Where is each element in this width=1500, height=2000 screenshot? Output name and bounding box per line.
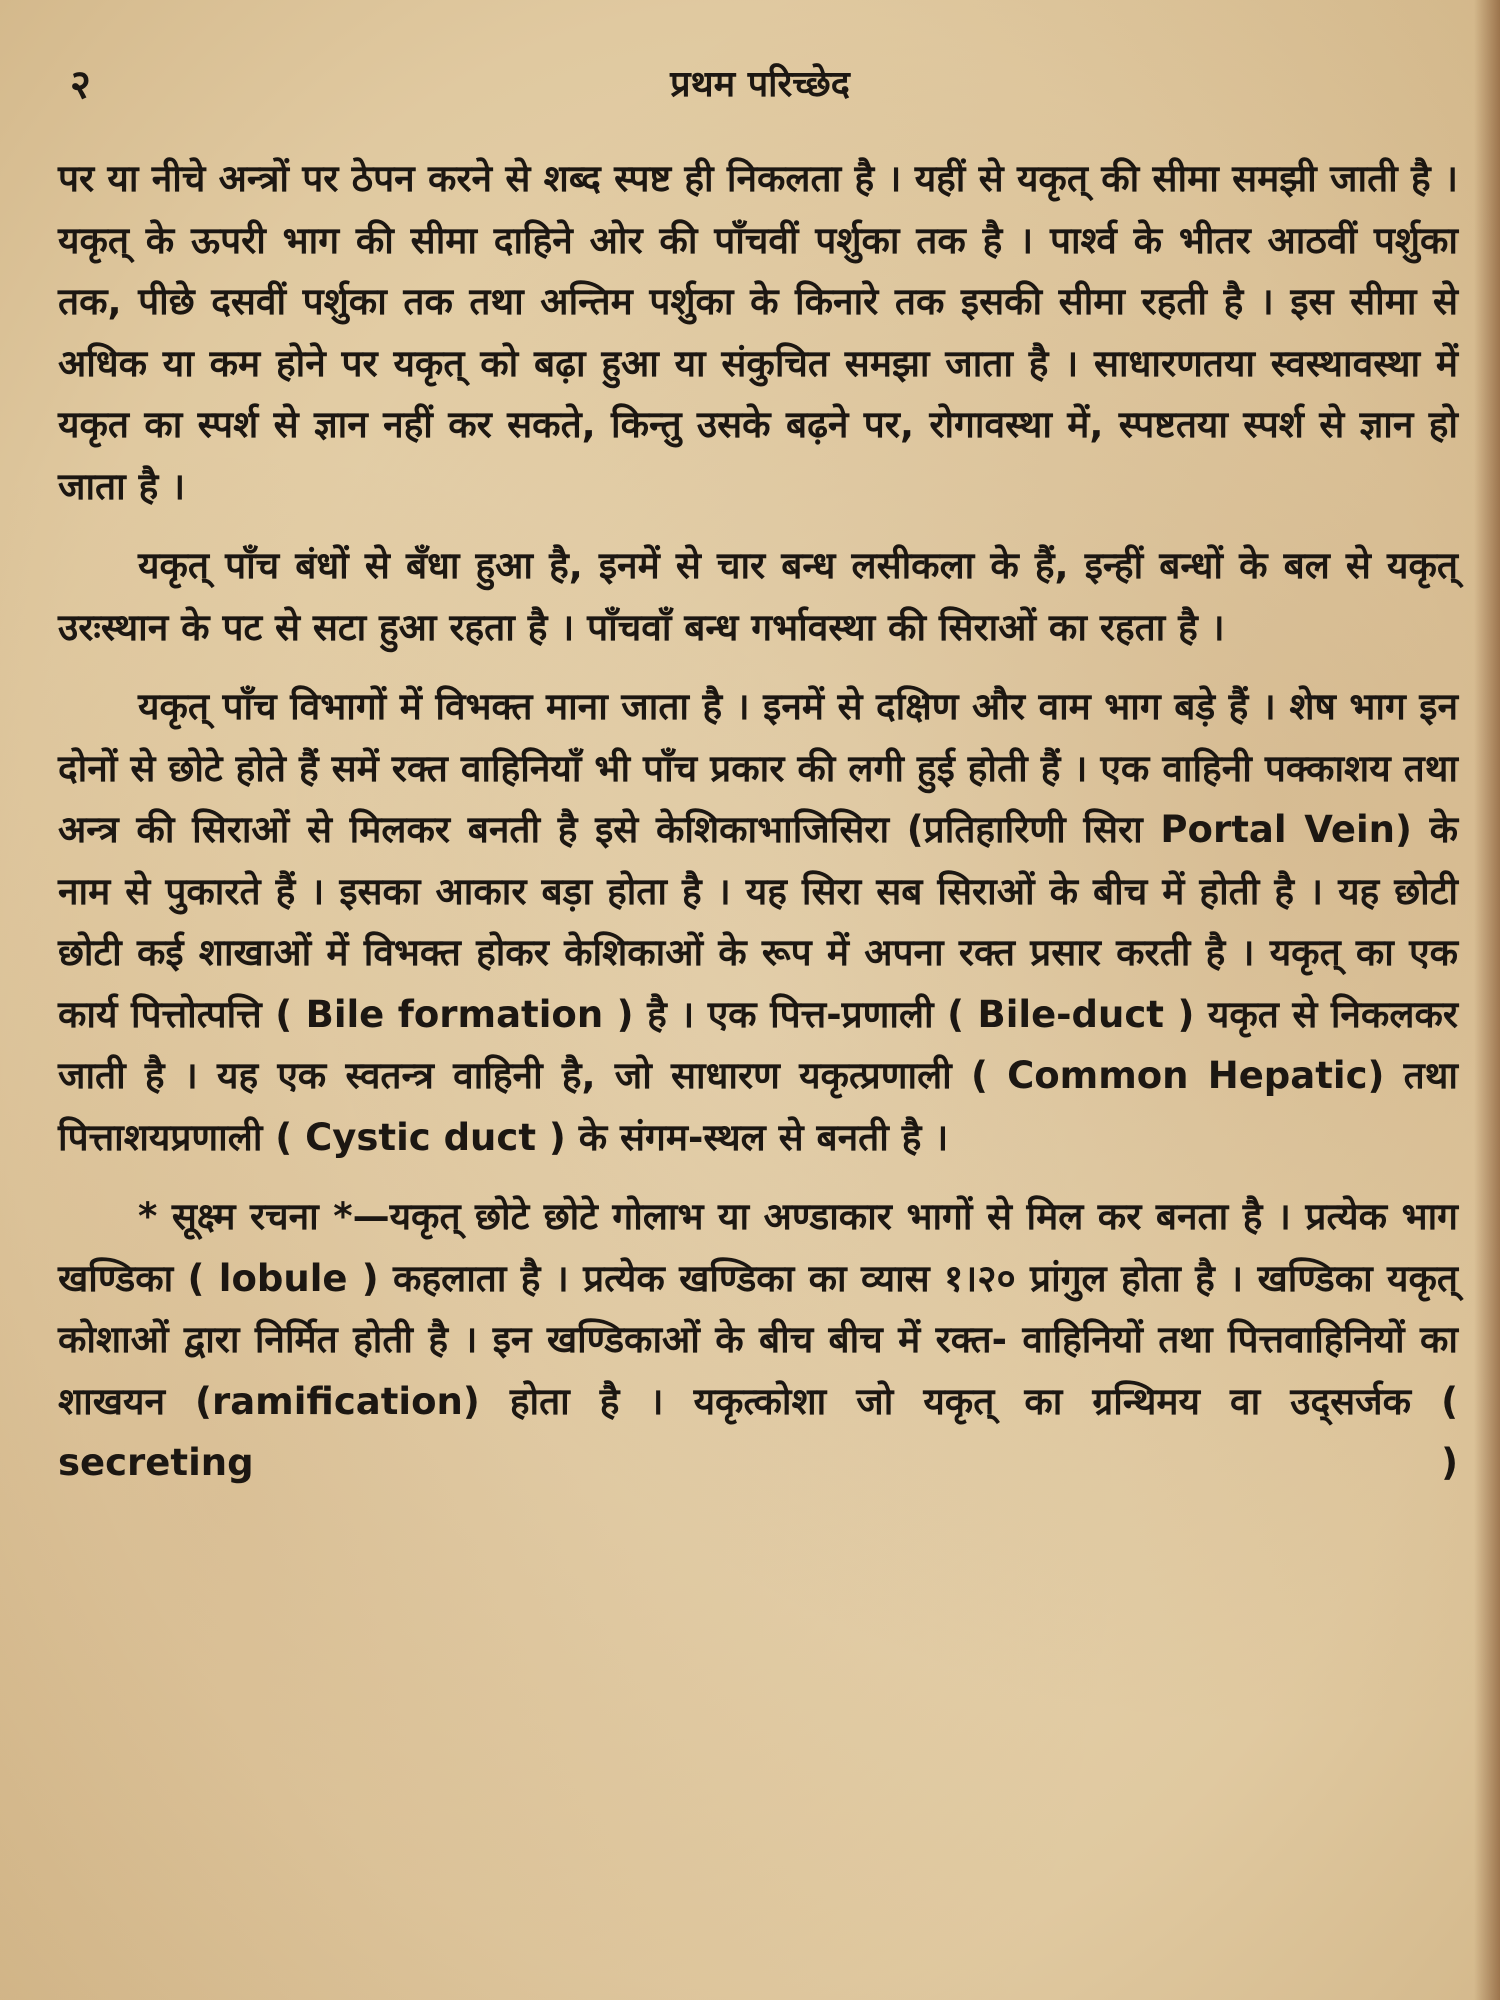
running-head: प्रथम परिच्छेद (670, 64, 850, 105)
page-header (70, 55, 1450, 115)
paragraph-microscopic-structure: * सूक्ष्म रचना *—यकृत् छोटे छोटे गोलाभ या अण्डाकार भागों से मिल कर बनता है । प्रत्येक भाग खण्डिका ( lobule ) कहलाता है । प्रत्येक खण्डिका का व्यास १।२० प्रांगुल होता है । खण्डिका यकृत् कोशाओं द्वारा निर्मित होती है । इन खण्डिकाओं के बीच बीच में रक्त- वाहिनियों तथा पित्तवाहिनियों का शाखयन (ramification) होता है । यकृत्कोशा जो यकृत् का ग्रन्थिमय वा उद्सर्जक ( secreting ) (58, 1195, 1458, 1484)
paragraph-liver-ligaments: यकृत् पाँच बंधों से बँधा हुआ है, इनमें से चार बन्ध लसीकला के हैं, इन्हीं बन्धों के बल से यकृत् उरःस्थान के पट से सटा हुआ रहता है । पाँचवाँ बन्ध गर्भावस्था की सिराओं का रहता है । (58, 544, 1458, 649)
page-number: २ (70, 62, 91, 108)
paragraph-liver-lobes: यकृत् पाँच विभागों में विभक्त माना जाता है । इनमें से दक्षिण और वाम भाग बड़े हैं । शेष भाग इन दोनों से छोटे होते हैं समें रक्त वाहिनियाँ भी पाँच प्रकार की लगी हुई होती हैं । एक वाहिनी पक्काशय तथा अन्त्र की सिराओं से मिलकर बनती है इसे केशिकाभाजिसिरा (प्रतिहारिणी सिरा Portal Vein) के नाम से पुकारते हैं । इसका आकार बड़ा होता है । यह सिरा सब सिराओं के बीच में होती है । यह छोटी छोटी कई शाखाओं में विभक्त होकर केशिकाओं के रूप में अपना रक्त प्रसार करती है । यकृत् का एक कार्य पित्तोत्पत्ति ( Bile formation ) है । एक पित्त-प्रणाली ( Bile-duct ) यकृत से निकलकर जाती है । यह एक स्वतन्त्र वाहिनी है, जो साधारण यकृत्प्रणाली ( Common Hepatic) तथा पित्ताशयप्रणाली ( Cystic duct ) के संगम-स्थल से बनती है । (58, 685, 1458, 1159)
paragraph-liver-boundary: पर या नीचे अन्त्रों पर ठेपन करने से शब्द स्पष्ट ही निकलता है । यहीं से यकृत् की सीमा समझी जाती है । यकृत् के ऊपरी भाग की सीमा दाहिने ओर की पाँचवीं पर्शुका तक है । पार्श्व के भीतर आठवीं पर्शुका तक, पीछे दसवीं पर्शुका तक तथा अन्तिम पर्शुका के किनारे तक इसकी सीमा रहती है । इस सीमा से अधिक या कम होने पर यकृत् को बढ़ा हुआ या संकुचित समझा जाता है । साधारणतया स्वस्थावस्था में यकृत का स्पर्श से ज्ञान नहीं कर सकते, किन्तु उसके बढ़ने पर, रोगावस्था में, स्पष्टतया स्पर्श से ज्ञान हो जाता है । (58, 157, 1458, 508)
page-edge-shadow (1474, 0, 1500, 2000)
body-text (58, 148, 1458, 1494)
